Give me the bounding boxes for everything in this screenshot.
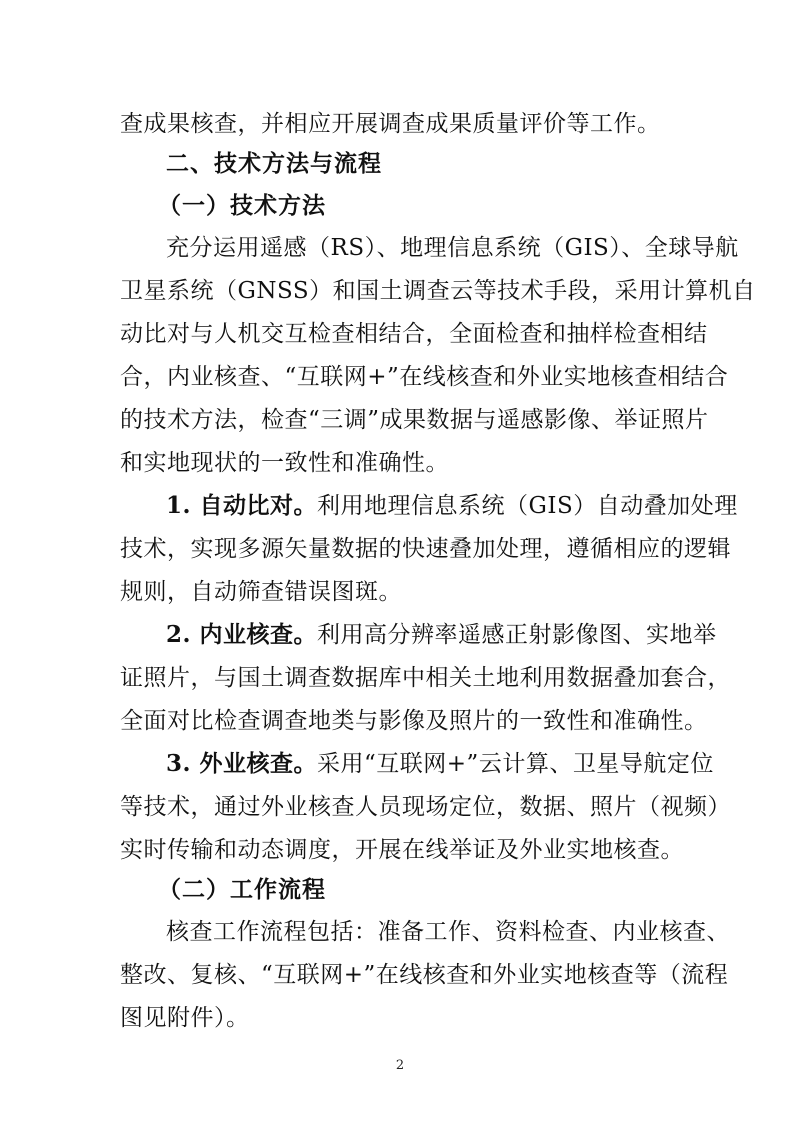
- item-number: 1.: [166, 492, 200, 519]
- paragraph-line: 等技术，通过外业核查人员现场定位，数据、照片（视频）: [120, 794, 731, 820]
- item-title: 自动比对。: [199, 492, 318, 519]
- paragraph-line: 和实地现状的一致性和准确性。: [120, 450, 449, 476]
- paragraph-line: 图见附件）。: [120, 1005, 250, 1031]
- paragraph-line: 实时传输和动态调度，开展在线举证及外业实地核查。: [120, 837, 684, 863]
- paragraph-line: 证照片，与国土调查数据库中相关土地利用数据叠加套合，: [120, 665, 731, 691]
- item-number: 2.: [166, 621, 200, 648]
- item-text: 利用地理信息系统（GIS）自动叠加处理: [317, 493, 738, 519]
- item-text: 利用高分辨率遥感正射影像图、实地举: [317, 622, 717, 648]
- item-title: 内业核查。: [199, 621, 318, 648]
- paragraph-line: 核查工作流程包括：准备工作、资料检查、内业核查、: [166, 919, 730, 945]
- list-item-field-check: [166, 748, 714, 780]
- paragraph-line: 整改、复核、“互联网+”在线核查和外业实地核查等（流程: [120, 962, 729, 988]
- item-number: 3.: [166, 750, 200, 777]
- list-item-auto-compare: [166, 490, 738, 522]
- item-title: 外业核查。: [199, 750, 318, 777]
- page-number: 2: [395, 1058, 405, 1073]
- paragraph-line: 规则，自动筛查错误图斑。: [120, 579, 402, 605]
- subsection-heading: （二）工作流程: [158, 876, 326, 903]
- subsection-heading: （一）技术方法: [158, 192, 326, 219]
- paragraph-line: 卫星系统（GNSS）和国土调查云等技术手段，采用计算机自: [120, 278, 756, 304]
- section-heading: 二、技术方法与流程: [166, 150, 382, 177]
- paragraph-line: 合，内业核查、“互联网+”在线核查和外业实地核查相结合: [120, 364, 729, 390]
- item-text: 采用“互联网+”云计算、卫星导航定位: [317, 751, 714, 777]
- paragraph-line: 全面对比检查调查地类与影像及照片的一致性和准确性。: [120, 708, 708, 734]
- paragraph-line: 查成果核查，并相应开展调查成果质量评价等工作。: [120, 111, 661, 137]
- list-item-office-check: [166, 619, 717, 651]
- paragraph-line: 的技术方法，检查“三调”成果数据与遥感影像、举证照片: [120, 407, 709, 433]
- paragraph-line: 动比对与人机交互检查相结合，全面检查和抽样检查相结: [120, 321, 708, 347]
- paragraph-line: 充分运用遥感（RS）、地理信息系统（GIS）、全球导航: [166, 235, 739, 261]
- paragraph-line: 技术，实现多源矢量数据的快速叠加处理，遵循相应的逻辑: [120, 536, 731, 562]
